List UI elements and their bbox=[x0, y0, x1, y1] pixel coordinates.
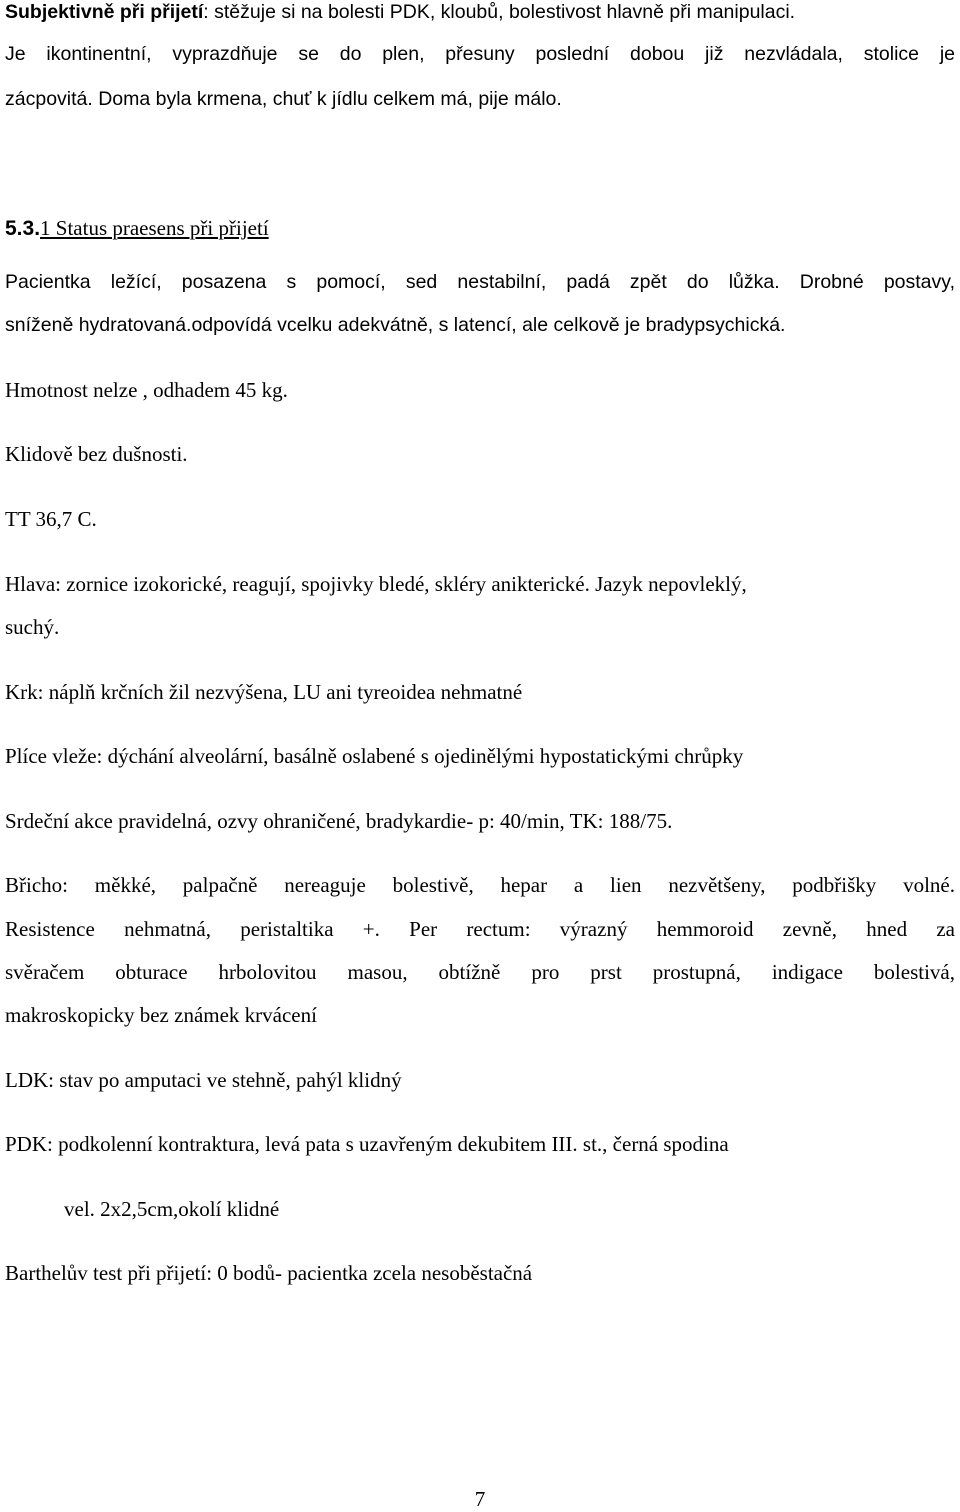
section-heading bbox=[5, 215, 269, 242]
intro-line-1-text: : stěžuje si na bolesti PDK, kloubů, bolestivost hlavně při manipulaci. bbox=[203, 1, 796, 23]
neck-line: Krk: náplň krčních žil nezvýšena, LU ani tyreoidea nehmatné bbox=[5, 680, 523, 704]
status-paragraph-line-1: Pacientka ležící, posazena s pomocí, sed nestabilní, padá zpět do lůžka. Drobné postavy, bbox=[5, 271, 955, 293]
intro-line-2: Je ikontinentní, vyprazdňuje se do plen, přesuny poslední dobou již nezvládala, stolice je bbox=[5, 43, 955, 65]
section-number: 5.3. bbox=[5, 217, 41, 240]
page-number: 7 bbox=[474, 1487, 486, 1511]
temperature-line: TT 36,7 C. bbox=[5, 507, 97, 531]
weight-line: Hmotnost nelze , odhadem 45 kg. bbox=[5, 378, 288, 402]
intro-line-1 bbox=[5, 0, 795, 25]
pdk-line-1: PDK: podkolenní kontraktura, levá pata s uzavřeným dekubitem III. st., černá spodina bbox=[5, 1132, 729, 1156]
intro-line-3: zácpovitá. Doma byla krmena, chuť k jídlu celkem má, pije málo. bbox=[5, 88, 562, 110]
abdomen-line-3: svěračem obturace hrbolovitou masou, obtížně pro prst prostupná, indigace bolestivá, bbox=[5, 960, 955, 984]
status-paragraph-line-2: sníženě hydratovaná.odpovídá vcelku adekvátně, s latencí, ale celkově je bradypsychická. bbox=[5, 314, 786, 336]
head-line-1: Hlava: zornice izokorické, reagují, spojivky bledé, skléry anikterické. Jazyk nepovleklý, bbox=[5, 572, 747, 596]
breathing-line: Klidově bez dušnosti. bbox=[5, 442, 188, 466]
heart-line: Srdeční akce pravidelná, ozvy ohraničené, bradykardie- p: 40/min, TK: 188/75. bbox=[5, 809, 673, 833]
head-line-2: suchý. bbox=[5, 615, 60, 639]
subjective-label: Subjektivně při přijetí bbox=[5, 1, 204, 23]
pdk-line-2: vel. 2x2,5cm,okolí klidné bbox=[64, 1197, 280, 1221]
barthel-line: Barthelův test při přijetí: 0 bodů- pacientka zcela nesoběstačná bbox=[5, 1261, 533, 1285]
abdomen-line-4: makroskopicky bez známek krvácení bbox=[5, 1003, 317, 1027]
section-title: 1 Status praesens při přijetí bbox=[40, 216, 269, 240]
lungs-line: Plíce vleže: dýchání alveolární, basálně oslabené s ojedinělými hypostatickými chrůpky bbox=[5, 744, 744, 768]
abdomen-line-2: Resistence nehmatná, peristaltika +. Per rectum: výrazný hemmoroid zevně, hned za bbox=[5, 917, 955, 941]
abdomen-line-1: Břicho: měkké, palpačně nereaguje bolestivě, hepar a lien nezvětšeny, podbřišky volné. bbox=[5, 873, 955, 897]
ldk-line: LDK: stav po amputaci ve stehně, pahýl klidný bbox=[5, 1068, 402, 1092]
